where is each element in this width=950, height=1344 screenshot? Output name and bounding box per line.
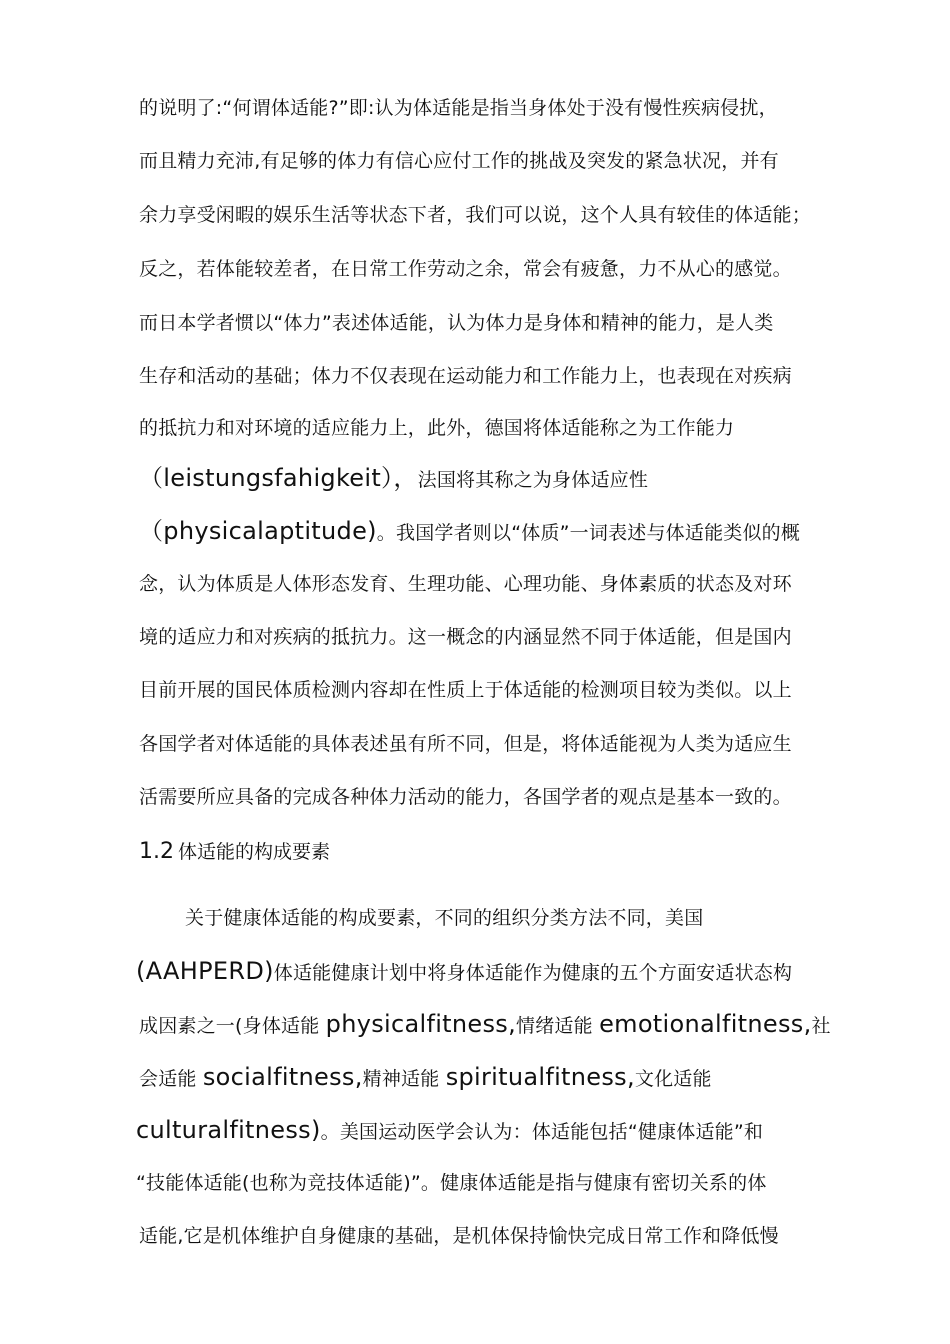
paragraph-line: 活需要所应具备的完成各种体力活动的能力，各国学者的观点是基本一致的。: [139, 786, 792, 808]
paragraph-line: [136, 1116, 763, 1146]
latin-term: （leistungsfahigkeit），: [139, 464, 418, 492]
paragraph-line: 念，认为体质是人体形态发育、生理功能、心理功能、身体素质的状态及对环: [139, 573, 792, 595]
paragraph-line: 余力享受闲暇的娱乐生活等状态下者，我们可以说，这个人具有较佳的体适能；: [139, 204, 812, 226]
text-run: 社: [811, 1015, 831, 1037]
text-run: 法国将其称之为身体适应性: [417, 469, 649, 491]
paragraph-line: [136, 957, 792, 987]
paragraph-line: 而且精力充沛,有足够的体力有信心应付工作的挑战及突发的紧急状况，并有: [139, 150, 779, 172]
paragraph-line: [139, 1010, 831, 1040]
section-title: 体适能的构成要素: [178, 841, 331, 863]
latin-term: socialfitness,: [202, 1063, 363, 1091]
paragraph-line: 适能,它是机体维护自身健康的基础，是机体保持愉快完成日常工作和降低慢: [139, 1225, 779, 1247]
paragraph-line: 生存和活动的基础；体力不仅表现在运动能力和工作能力上，也表现在对疾病: [139, 365, 792, 387]
section-number: 1.2: [139, 839, 174, 864]
text-run: 。我国学者则以“体质”一词表述与体适能类似的概: [376, 522, 801, 544]
paragraph-line: 境的适应力和对疾病的抵抗力。这一概念的内涵显然不同于体适能，但是国内: [139, 626, 792, 648]
paragraph-line: 关于健康体适能的构成要素，不同的组织分类方法不同，美国: [185, 907, 704, 929]
text-run: 体适能健康计划中将身体适能作为健康的五个方面安适状态构: [273, 962, 793, 984]
latin-term: emotionalfitness,: [599, 1010, 812, 1038]
text-run: 。美国运动医学会认为：体适能包括“健康体适能”和: [320, 1121, 764, 1143]
text-run: 情绪适能: [516, 1015, 593, 1037]
text-run: 精神适能: [362, 1068, 440, 1090]
paragraph-line: 的说明了:“何谓体适能?”即:认为体适能是指当身体处于没有慢性疾病侵扰，: [139, 97, 778, 119]
latin-term: (AAHPERD): [136, 957, 274, 985]
text-run: 文化适能: [634, 1068, 712, 1090]
paragraph-line: 目前开展的国民体质检测内容却在性质上于体适能的检测项目较为类似。以上: [139, 679, 792, 701]
paragraph-line: 反之，若体能较差者，在日常工作劳动之余，常会有疲惫，力不从心的感觉。: [139, 258, 792, 280]
paragraph-line: [139, 517, 800, 547]
latin-term: culturalfitness): [136, 1116, 321, 1144]
paragraph-line: [139, 464, 648, 494]
paragraph-line: “技能体适能(也称为竞技体适能)”。健康体适能是指与健康有密切关系的体: [136, 1172, 767, 1194]
paragraph-line: [139, 1063, 712, 1093]
latin-term: physicalfitness,: [325, 1010, 517, 1038]
paragraph-line: 的抵抗力和对环境的适应能力上，此外，德国将体适能称之为工作能力: [139, 417, 735, 439]
paragraph-line: 而日本学者惯以“体力”表述体适能，认为体力是身体和精神的能力，是人类: [139, 312, 774, 334]
section-heading: [139, 838, 330, 866]
latin-term: spiritualfitness,: [445, 1063, 635, 1091]
paragraph-line: 各国学者对体适能的具体表述虽有所不同，但是，将体适能视为人类为适应生: [139, 733, 792, 755]
latin-term: （physicalaptitude): [139, 517, 377, 545]
text-run: 成因素之一(身体适能: [139, 1015, 320, 1037]
text-run: 会适能: [139, 1068, 197, 1090]
